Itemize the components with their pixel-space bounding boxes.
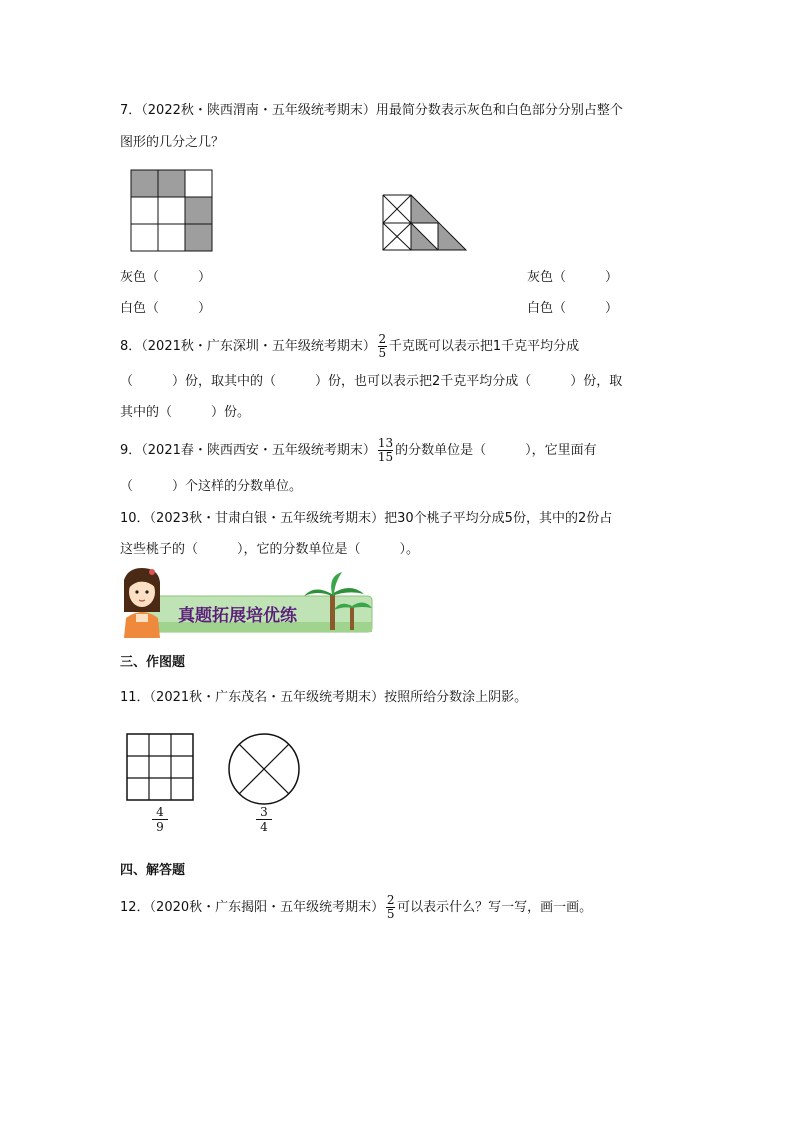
q9-suffix: 的分数单位是（ ），它里面有 <box>395 443 597 458</box>
q9-line2: （ ）个这样的分数单位。 <box>120 479 303 494</box>
q8-line1 <box>120 332 579 362</box>
q11-grid-fraction <box>152 805 168 834</box>
q9-prefix: 9．（2021春・陕西西安・五年级统考期末） <box>120 443 376 458</box>
q8-line3: 其中的（ ）份。 <box>120 405 251 420</box>
q7-grid-figure <box>130 169 215 254</box>
q7-left-white-answer[interactable]: 白色（ ） <box>120 301 212 316</box>
q7-right-white-answer[interactable]: 白色（ ） <box>527 301 619 316</box>
grid-cell <box>158 197 185 224</box>
banner-title: 真题拓展培优练 <box>178 606 297 626</box>
fraction-denominator: 9 <box>156 820 164 834</box>
q8-fraction <box>378 333 387 360</box>
q9-fraction <box>378 437 393 464</box>
fraction-denominator: 5 <box>386 907 395 921</box>
fraction-denominator: 4 <box>260 820 268 834</box>
q10-line2: 这些桃子的（ ），它的分数单位是（ ）。 <box>120 542 420 557</box>
grid-cell-shaded <box>185 197 212 224</box>
q8-prefix: 8．（2021秋・广东深圳・五年级统考期末） <box>120 339 376 354</box>
q11-circle-figure[interactable] <box>226 731 302 807</box>
q11-grid-figure[interactable] <box>126 733 196 803</box>
q12-suffix: 可以表示什么？写一写，画一画。 <box>397 900 593 915</box>
q11-line1: 11．（2021秋・广东茂名・五年级统考期末）按照所给分数涂上阴影。 <box>120 690 528 705</box>
q12-line1 <box>120 893 592 923</box>
fraction-numerator: 3 <box>260 805 268 819</box>
q8-line2: （ ）份，取其中的（ ）份，也可以表示把2千克平均分成（ ）份，取 <box>120 374 623 389</box>
grid-cell-shaded <box>185 224 212 251</box>
q11-circle-fraction <box>256 805 272 834</box>
grid-cell <box>185 170 212 197</box>
fraction-numerator: 13 <box>377 436 394 450</box>
q9-line1 <box>120 436 597 466</box>
section-banner <box>118 566 376 640</box>
section3-title: 三、作图题 <box>120 655 186 670</box>
fraction-numerator: 4 <box>156 805 164 819</box>
girl-avatar-icon <box>124 568 160 638</box>
grid-cell <box>131 197 158 224</box>
q7-trapezoid-figure <box>382 194 468 254</box>
q12-prefix: 12．（2020秋・广东揭阳・五年级统考期末） <box>120 900 385 915</box>
grid-cell-shaded <box>131 170 158 197</box>
q7-left-gray-answer[interactable]: 灰色（ ） <box>120 270 212 285</box>
q7-line1: 7．（2022秋・陕西渭南・五年级统考期末）用最简分数表示灰色和白色部分分别占整个 <box>120 103 623 118</box>
q7-line2: 图形的几分之几？ <box>120 135 225 150</box>
fraction-denominator: 5 <box>378 346 387 360</box>
grid-cell <box>158 224 185 251</box>
grid-cell <box>131 224 158 251</box>
fraction-denominator: 15 <box>377 450 394 464</box>
fraction-numerator: 2 <box>386 893 395 907</box>
q8-suffix: 千克既可以表示把1千克平均分成 <box>388 339 580 354</box>
grid-cell-shaded <box>158 170 185 197</box>
section4-title: 四、解答题 <box>120 863 186 878</box>
q7-right-gray-answer[interactable]: 灰色（ ） <box>527 270 619 285</box>
q12-fraction <box>386 894 395 921</box>
fraction-numerator: 2 <box>378 332 387 346</box>
q10-line1: 10．（2023秋・甘肃白银・五年级统考期末）把30个桃子平均分成5份，其中的2份占 <box>120 511 613 526</box>
